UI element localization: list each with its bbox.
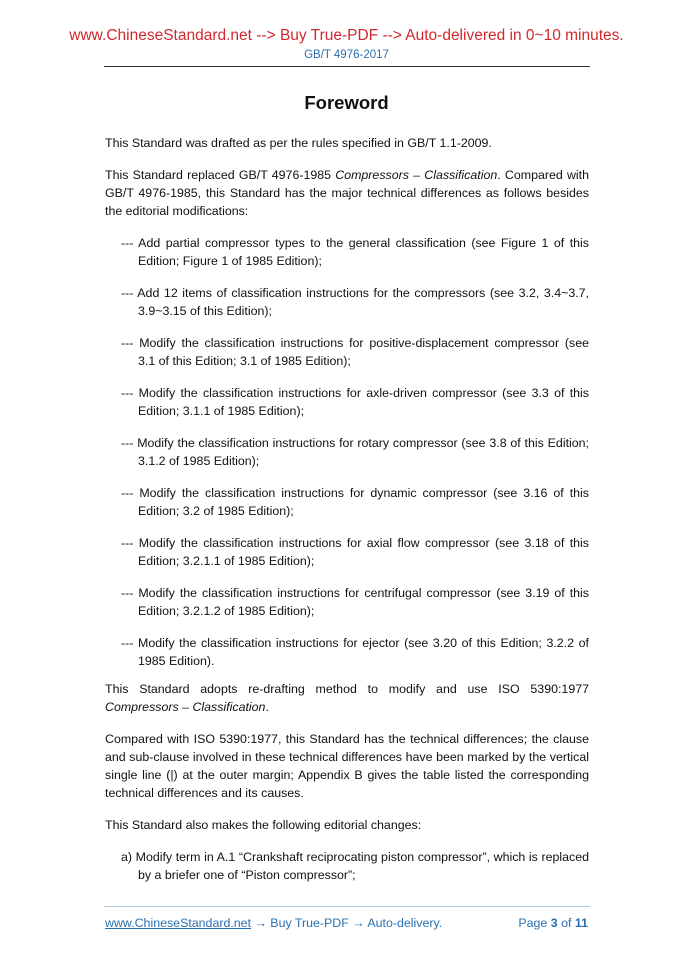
italic-title: Compressors – Classification xyxy=(335,168,498,182)
paragraph xyxy=(105,680,589,716)
page-indicator xyxy=(518,916,588,930)
list-item: --- Modify the classification instructions for ejector (see 3.20 of this Edition; 3.2.2 of 1985 Edition). xyxy=(121,636,589,668)
document-body xyxy=(105,134,589,898)
paragraph: Compared with ISO 5390:1977, this Standard has the technical differences; the clause and sub-clause involved in these technical differences have been marked by the vertical single line (|) at the outer margin; Appendix B gives the table listed the corresponding technical differences and its causes. xyxy=(105,732,589,800)
footer-promo xyxy=(105,916,442,930)
paragraph: This Standard was drafted as per the rules specified in GB/T 1.1-2009. xyxy=(105,136,492,150)
list-item: --- Modify the classification instructions for rotary compressor (see 3.8 of this Edition; 3.1.2 of 1985 Edition); xyxy=(121,436,589,468)
page-label: Page xyxy=(518,916,551,930)
list-item: --- Modify the classification instructions for axle-driven compressor (see 3.3 of this Edition; 3.1.1 of 1985 Edition); xyxy=(121,386,589,418)
text: This Standard adopts re-drafting method to modify and use ISO 5390:1977 xyxy=(105,682,589,696)
text: This Standard replaced GB/T 4976-1985 xyxy=(105,168,336,182)
text: . xyxy=(265,700,269,714)
site-link[interactable]: www.ChineseStandard.net xyxy=(105,916,252,930)
text: . Compared with GB/T 4976-1985, this Standard has the major technical differences as follows besides the editorial modifications: xyxy=(105,168,590,218)
standard-number: GB/T 4976-2017 xyxy=(304,49,389,61)
page-number: 3 xyxy=(550,916,558,930)
page-title: Foreword xyxy=(304,92,389,113)
list-item: a) Modify term in A.1 “Crankshaft reciprocating piston compressor”, which is replaced by a briefer one of “Piston compressor”; xyxy=(121,850,589,882)
page-total: 11 xyxy=(574,916,588,930)
paragraph: This Standard also makes the following editorial changes: xyxy=(105,818,422,832)
footer xyxy=(105,916,588,930)
footer-divider xyxy=(104,906,590,907)
list-item: --- Modify the classification instructions for axial flow compressor (see 3.18 of this Edition; 3.2.1.1 of 1985 Edition); xyxy=(121,536,589,568)
of-label: of xyxy=(557,916,575,930)
paragraph xyxy=(105,166,589,220)
list-item: --- Modify the classification instructions for dynamic compressor (see 3.16 of this Edition; 3.2 of 1985 Edition); xyxy=(121,486,589,518)
header-divider xyxy=(104,66,590,67)
list-item: --- Modify the classification instructions for positive-displacement compressor (see 3.1 of this Edition; 3.1 of 1985 Edition); xyxy=(121,336,589,368)
italic-title: Compressors – Classification xyxy=(105,700,266,714)
list-item: --- Modify the classification instructions for centrifugal compressor (see 3.19 of this Edition; 3.2.1.2 of 1985 Edition); xyxy=(121,586,589,618)
promo-banner: www.ChineseStandard.net --> Buy True-PDF --> Auto-delivered in 0~10 minutes. xyxy=(69,27,624,44)
list-item: --- Add partial compressor types to the general classification (see Figure 1 of this Edition; Figure 1 of 1985 Edition); xyxy=(121,236,589,268)
footer-text: → Buy True-PDF → Auto-delivery. xyxy=(251,916,443,930)
list-item: --- Add 12 items of classification instructions for the compressors (see 3.2, 3.4~3.7, 3.9~3.15 of this Edition); xyxy=(121,286,589,318)
